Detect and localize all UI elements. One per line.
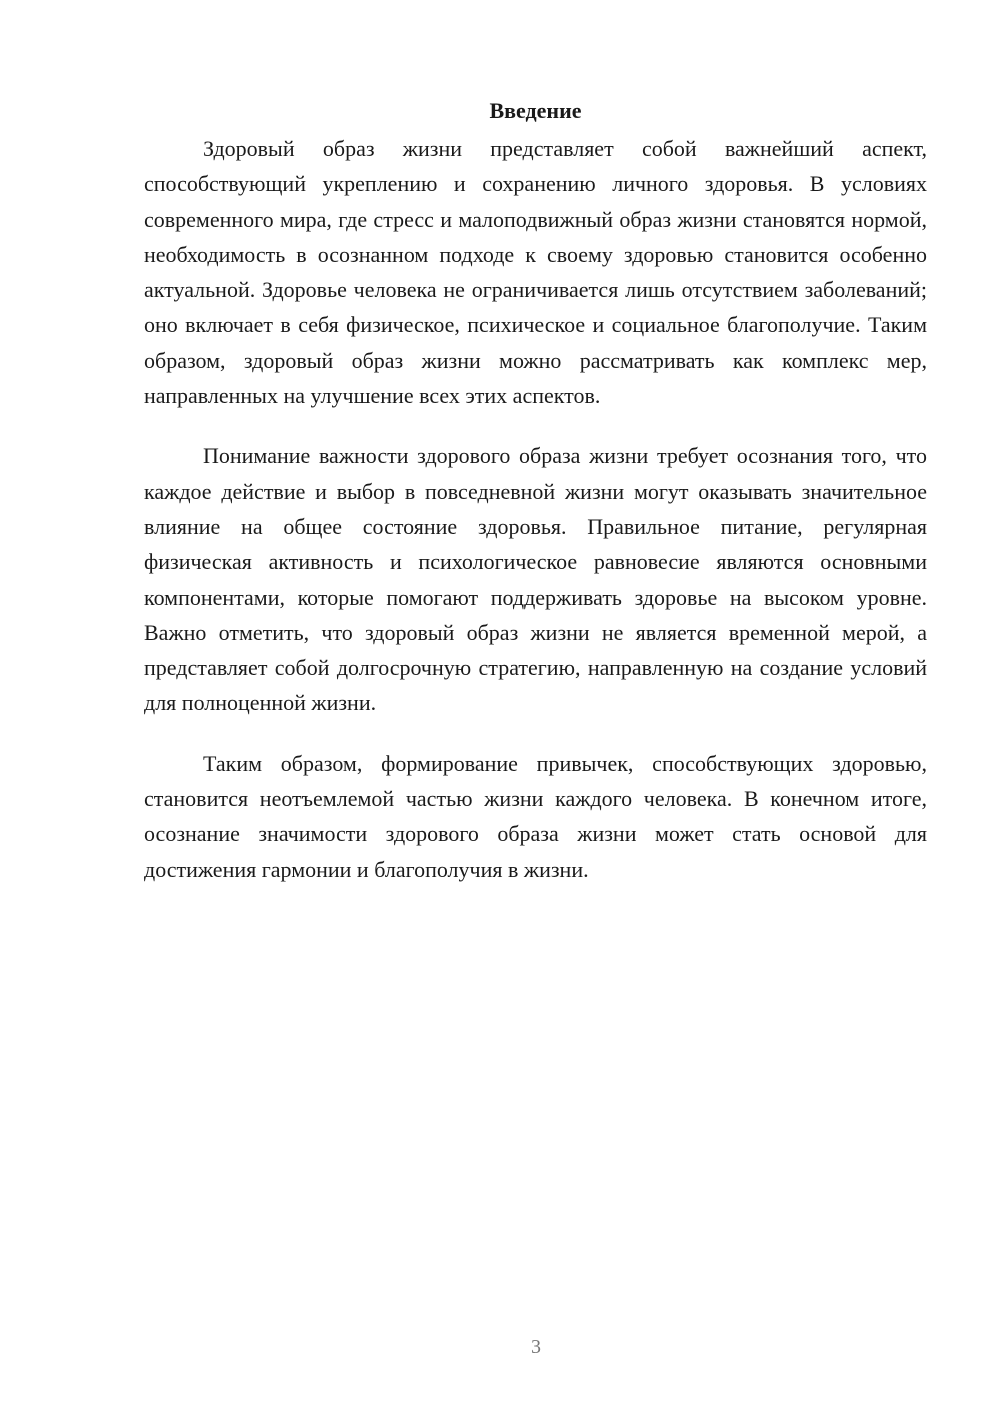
paragraph-1: Здоровый образ жизни представляет собой важнейший аспект, способствующий укреплению и сохранению личного здоровья. В условиях современного мира, где стресс и малоподвижный образ жизни становятся нормой, необходимость в осознанном подходе к своему здоровью становится особенно актуальной. Здоровье человека не ограничивается лишь отсутствием заболеваний; оно включает в себя физическое, психическое и социальное благополучие. Таким образом, здоровый образ жизни можно рассматривать как комплекс мер, направленных на улучшение всех этих аспектов. bbox=[144, 136, 927, 409]
paragraph-3: Таким образом, формирование привычек, способствующих здоровью, становится неотъемлемой частью жизни каждого человека. В конечном итоге, осознание значимости здорового образа жизни может стать основой для достижения гармонии и благополучия в жизни. bbox=[144, 750, 927, 882]
section-heading: Введение bbox=[489, 98, 582, 123]
page-content bbox=[144, 93, 927, 912]
paragraph-2: Понимание важности здорового образа жизни требует осознания того, что каждое действие и выбор в повседневной жизни могут оказывать значительное влияние на общее состояние здоровья. Правильное питание, регулярная физическая активность и психологическое равновесие являются основными компонентами, которые помогают поддерживать здоровье на высоком уровне. Важно отметить, что здоровый образ жизни не является временной мерой, а представляет собой долгосрочную стратегию, направленную на создание условий для полноценной жизни. bbox=[144, 443, 927, 716]
page-number: 3 bbox=[531, 1336, 541, 1358]
